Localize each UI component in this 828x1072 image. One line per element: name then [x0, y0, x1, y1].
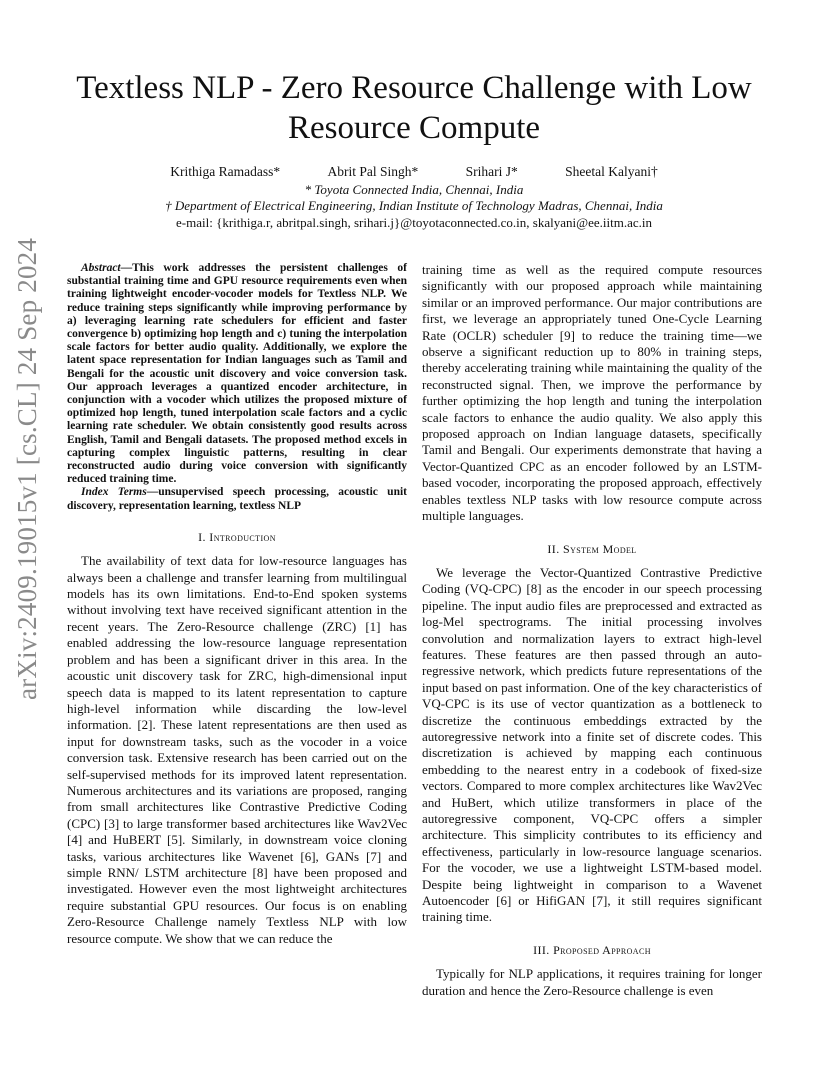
section-heading: III. Proposed Approach [533, 942, 651, 957]
section-heading: I. Introduction [198, 529, 276, 544]
index-terms-lead: Index Terms [81, 486, 147, 499]
email-line: e-mail: {krithiga.r, abritpal.singh, srihari.j}@toyotaconnected.co.in, skalyani@ee.iitm.ac.in [176, 215, 652, 230]
section-heading: II. System Model [547, 541, 637, 556]
abstract-lead: Abstract [81, 262, 121, 274]
author: Srihari J* [465, 164, 518, 179]
author: Abrit Pal Singh* [327, 164, 419, 179]
left-column [67, 262, 407, 947]
index-terms-text: —unsupervised speech processing, acoustic unit discovery, representation learning, textless NLP [67, 486, 407, 512]
intro-paragraph: The availability of text data for low-resource languages has always been a challenge and transfer learning from multilingual models has its own limitations. End-to-End spoken systems without involving text have received significant attention in the recent years. The Zero-Resource challenge (ZRC) [1] has enabled addressing the low-resource language representation problem and has been a significant driver in this area. In the acoustic unit discovery task for ZRC, high-dimensional input speech data is mapped to its latent representation to capture high-level information while discarding the low-level information. [2]. These latent representations are then used as input for downstream tasks, such as the vocoder in a voice conversion task. Extensive research has been carried out on the self-supervised methods for its improved latent representation. Numerous architectures and its variations are proposed, ranging from small architectures like Contrastive Predictive Coding (CPC) [3] to large transformer based architectures like Wav2Vec [4] and HuBERT [5]. Similarly, in downstream voice cloning tasks, various architectures like Wavenet [6], GANs [7] and simple RNN/ LSTM architecture [8] have been proposed and investigated. However even the most lightweight architectures require substantial GPU resources. Our focus is on enabling Zero-Resource Challenge namely Textless NLP with low resource compute. We show that we can reduce the [67, 553, 407, 946]
approach-paragraph: Typically for NLP applications, it requires training for longer duration and hence the Zero-Resource challenge is even [422, 966, 762, 998]
affiliation: * Toyota Connected India, Chennai, India [304, 182, 524, 197]
index-terms [67, 486, 407, 512]
author: Sheetal Kalyani† [565, 164, 658, 179]
arxiv-identifier: arXiv:2409.19015v1 [cs.CL] 24 Sep 2024 [12, 237, 42, 700]
affiliation: † Department of Electrical Engineering, Indian Institute of Technology Madras, Chennai, India [165, 198, 663, 213]
contributions-paragraph: training time as well as the required compute resources significantly with our proposed approach while maintaining similar or an improved performance. Our major contributions are first, we leverage an appropriately tuned One-Cycle Learning Rate (OCLR) scheduler [9] to reduce the training time—we observe a significant reduction up to 80% in training steps, thereby accelerating training while maintaining the quality of the reconstructed signal. Then, we improve the performance by further optimizing the hop length and tuning the interpolation scale factors to enhance the audio quality. We also apply this proposed approach on Indian language datasets, specifically Tamil and Bengali. Our experiments demonstrate that having a Vector-Quantized CPC as an encoder followed by an LSTM-based vocoder, incorporating the proposed approach, effectively enables textless NLP tasks with low resource compute across multiple languages. [422, 262, 762, 524]
abstract-text: —This work addresses the persistent challenges of substantial training time and GPU resource requirements even when training lightweight encoder-vocoder models for Textless NLP. We reduce training steps significantly while improving performance by a) leveraging learning rate schedulers for efficient and faster convergence b) optimizing hop length and c) tuning the interpolation scale factors for better audio quality. Additionally, we explore the latent space representation for Indian languages such as Tamil and Bengali for the acoustic unit discovery and voice conversion task. Our approach leverages a quantized encoder architecture, in conjunction with a vocoder which utilizes the proposed mixture of optimized hop length, tuned interpolation scale factors and a cyclic learning rate scheduler. We obtain consistently good results across English, Tamil and Bengali datasets. The proposed method excels in capturing complex linguistic patterns, resulting in clear reconstructed audio during voice conversion with significantly reduced training time. [67, 262, 407, 486]
author: Krithiga Ramadass* [170, 164, 281, 179]
right-column [422, 262, 762, 999]
author-list [0, 164, 828, 180]
abstract [67, 262, 407, 486]
paper-title: Textless NLP - Zero Resource Challenge with Low Resource Compute [76, 70, 752, 146]
system-model-paragraph: We leverage the Vector-Quantized Contrastive Predictive Coding (VQ-CPC) [8] as the encoder in our speech processing pipeline. The input audio files are preprocessed and extracted as log-Mel spectrograms. The initial processing involves convolution and normalization layers to extract high-level features. These features are then passed through an auto-regressive network, which predicts future representations of the input based on past information. One of the key characteristics of VQ-CPC is its use of vector quantization as a bottleneck to discretize the continuous embeddings extracted by the autoregressive network into a finite set of discrete codes. This discretization is achieved by mapping each continuous embedding to the nearest entry in a codebook of fixed-size vectors. Compared to more complex architectures like Wav2Vec and HuBert, which utilize transformers in place of the autoregressive component, VQ-CPC offers a simpler architecture. This simplicity contributes to its efficiency and effectiveness, particularly in low-resource language scenarios. For the vocoder, we use a lightweight LSTM-based model. Despite being lightweight in comparison to a Wavenet Autoencoder [6] or HifiGAN [7], it still requires significant training time. [422, 564, 762, 925]
